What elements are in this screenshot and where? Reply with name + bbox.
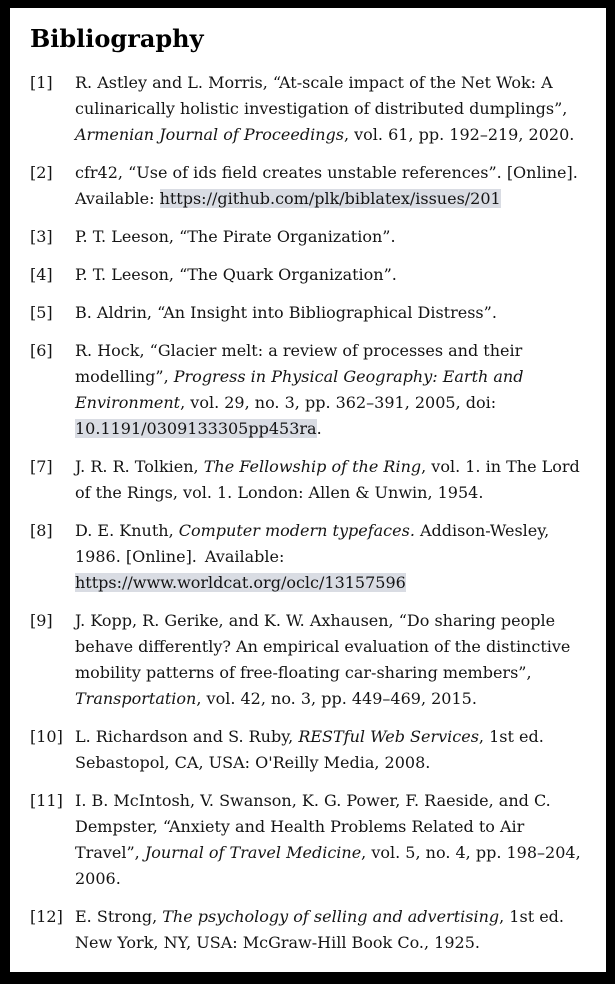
text-segment: J. R. R. Tolkien, bbox=[75, 456, 204, 476]
text-segment: . bbox=[316, 418, 322, 438]
italic-title-segment: Transportation bbox=[75, 688, 197, 708]
text-segment: Addison-Wesley, 1986. [Online]. Available: bbox=[75, 520, 550, 566]
text-segment: , vol. 29, no. 3, pp. 362–391, 2005, doi: bbox=[180, 392, 497, 412]
entry-text bbox=[75, 160, 585, 212]
text-segment: R. Hock, “Glacier melt: a review of processes and their modelling”, bbox=[75, 340, 523, 386]
italic-title-segment: Journal of Travel Medicine bbox=[144, 842, 362, 862]
italic-title-segment: Computer modern typefaces. bbox=[178, 520, 415, 540]
entry-text bbox=[75, 788, 585, 892]
entry-text bbox=[75, 724, 585, 776]
entry-number: [8] bbox=[30, 520, 53, 540]
entry-number: [9] bbox=[30, 610, 53, 630]
italic-title-segment: Armenian Journal of Proceedings bbox=[75, 124, 344, 144]
text-segment: L. Richardson and S. Ruby, bbox=[75, 726, 299, 746]
text-segment: cfr42, “Use of ids field creates unstable references”. [Online]. Available: bbox=[75, 162, 578, 208]
text-segment: R. Astley and L. Morris, “At-scale impact of the Net Wok: A culinarically holistic investigation of distributed dumplings”, bbox=[75, 72, 568, 118]
entry-text bbox=[75, 608, 585, 712]
text-segment: , vol. 61, pp. 192–219, 2020. bbox=[343, 124, 575, 144]
page-title: Bibliography bbox=[30, 24, 204, 53]
text-segment: D. E. Knuth, bbox=[75, 520, 179, 540]
bibliography-entry bbox=[30, 904, 585, 956]
entry-text bbox=[75, 338, 585, 442]
bibliography-entry bbox=[30, 518, 585, 596]
italic-title-segment: RESTful Web Services bbox=[298, 726, 479, 746]
bibliography-entry bbox=[30, 724, 585, 776]
entry-number: [3] bbox=[30, 226, 53, 246]
italic-title-segment: The Fellowship of the Ring bbox=[203, 456, 422, 476]
italic-title-segment: Progress in Physical Geography: Earth and Environment bbox=[75, 366, 524, 412]
text-segment: J. Kopp, R. Gerike, and K. W. Axhausen, “Do sharing people behave differently? An empirical evaluation of the distinctive mobility patterns of free-floating car-sharing members”, bbox=[75, 610, 571, 682]
bibliography-entry bbox=[30, 788, 585, 892]
reference-link[interactable]: https://github.com/plk/biblatex/issues/201 bbox=[159, 188, 501, 208]
bibliography-entry bbox=[30, 454, 585, 506]
text-segment: E. Strong, bbox=[75, 906, 163, 926]
entry-text bbox=[75, 300, 585, 326]
entry-number: [12] bbox=[30, 906, 63, 926]
entry-number: [6] bbox=[30, 340, 53, 360]
entry-number: [4] bbox=[30, 264, 53, 284]
entry-number: [5] bbox=[30, 302, 53, 322]
text-segment: I. B. McIntosh, V. Swanson, K. G. Power, F. Raeside, and C. Dempster, “Anxiety and Health Problems Related to Air Travel”, bbox=[75, 790, 551, 862]
entry-number: [1] bbox=[30, 72, 53, 92]
bibliography-entry bbox=[30, 160, 585, 212]
entry-number: [2] bbox=[30, 162, 53, 182]
bibliography-entry bbox=[30, 70, 585, 148]
bibliography-entry bbox=[30, 338, 585, 442]
text-segment: , vol. 5, no. 4, pp. 198–204, 2006. bbox=[75, 842, 581, 888]
entry-number: [7] bbox=[30, 456, 53, 476]
text-segment: B. Aldrin, “An Insight into Bibliographical Distress”. bbox=[75, 302, 497, 322]
entry-text bbox=[75, 518, 585, 596]
bibliography-entry bbox=[30, 262, 585, 288]
entry-text bbox=[75, 454, 585, 506]
text-segment: , vol. 42, no. 3, pp. 449–469, 2015. bbox=[196, 688, 477, 708]
bibliography-entry bbox=[30, 300, 585, 326]
text-segment: , vol. 1. in The Lord of the Rings, vol. 1. London: Allen & Unwin, 1954. bbox=[75, 456, 580, 502]
entry-text bbox=[75, 70, 585, 148]
entry-number: [10] bbox=[30, 726, 63, 746]
entry-text bbox=[75, 262, 585, 288]
bibliography-entry bbox=[30, 224, 585, 250]
text-segment: P. T. Leeson, “The Quark Organization”. bbox=[75, 264, 397, 284]
text-segment: , 1st ed. New York, NY, USA: McGraw-Hill Book Co., 1925. bbox=[75, 906, 564, 952]
bibliography-entry bbox=[30, 608, 585, 712]
document-page bbox=[10, 8, 606, 972]
entry-number: [11] bbox=[30, 790, 63, 810]
bibliography-list bbox=[30, 70, 585, 956]
entry-text bbox=[75, 904, 585, 956]
text-segment: P. T. Leeson, “The Pirate Organization”. bbox=[75, 226, 396, 246]
reference-link[interactable]: 10.1191/0309133305pp453ra bbox=[75, 418, 317, 438]
entry-text bbox=[75, 224, 585, 250]
italic-title-segment: The psychology of selling and advertising bbox=[162, 906, 500, 926]
reference-link[interactable]: https://www.worldcat.org/oclc/13157596 bbox=[75, 572, 406, 592]
text-segment: , 1st ed. Sebastopol, CA, USA: O'Reilly Media, 2008. bbox=[75, 726, 544, 772]
